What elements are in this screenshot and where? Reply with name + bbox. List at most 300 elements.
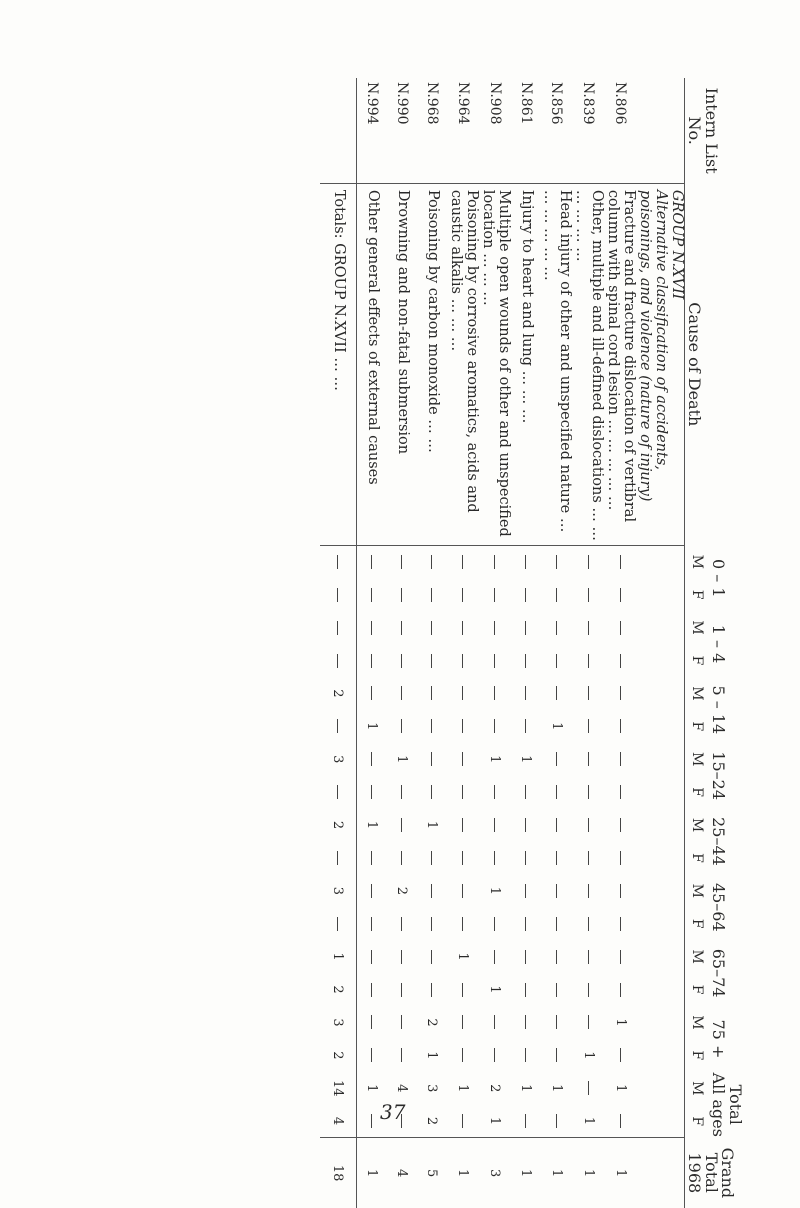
- empty-cell-dash: [479, 776, 511, 809]
- dash-mark: [620, 1114, 621, 1128]
- empty-cell-dash: [572, 973, 604, 1006]
- dash-mark: [525, 785, 526, 799]
- dash-mark: [556, 588, 557, 602]
- value-cell: 1: [364, 820, 380, 830]
- empty-cell-dash: [447, 611, 479, 644]
- dash-mark: [525, 555, 526, 569]
- empty-cell-dash: [541, 743, 573, 776]
- empty-cell-dash: [604, 611, 636, 644]
- totals-label: Totals: GROUP N.XVII … …: [320, 183, 357, 545]
- dash-mark: [462, 1015, 463, 1029]
- dash-mark: [401, 555, 402, 569]
- empty-cell-dash: [541, 578, 573, 611]
- empty-cell-dash: [479, 710, 511, 743]
- empty-cell-dash: [356, 841, 387, 874]
- dash-mark: [337, 851, 338, 865]
- empty-cell-dash: [511, 1039, 541, 1072]
- cause-of-death: Injury to heart and lung … … …: [511, 183, 541, 545]
- empty-cell-dash: [479, 545, 511, 578]
- empty-cell-dash: [387, 710, 417, 743]
- empty-cell-dash: [541, 677, 573, 710]
- empty-cell-dash: [387, 1006, 417, 1039]
- empty-cell-dash: [417, 611, 447, 644]
- dash-mark: [371, 752, 372, 766]
- group-row: [636, 78, 684, 1208]
- empty-cell-dash: [604, 809, 636, 842]
- empty-cell-dash: [356, 1006, 387, 1039]
- empty-cell-dash: [479, 1006, 511, 1039]
- dash-mark: [401, 719, 402, 733]
- dash-mark: [525, 884, 526, 898]
- rotated-table-page: [115, 78, 755, 1208]
- female-header: F: [685, 776, 710, 809]
- value-cell: 1: [572, 1138, 604, 1208]
- table-row: [541, 78, 573, 1208]
- empty-cell-dash: [356, 677, 387, 710]
- empty-cell-dash: [447, 874, 479, 907]
- dash-mark: [620, 950, 621, 964]
- dash-mark: [556, 654, 557, 668]
- dash-mark: [494, 555, 495, 569]
- empty-cell-dash: [447, 973, 479, 1006]
- empty-cell-dash: [387, 1039, 417, 1072]
- empty-cell-dash: [447, 1006, 479, 1039]
- value-cell: 1: [518, 755, 534, 764]
- dash-mark: [620, 588, 621, 602]
- empty-cell-dash: [417, 907, 447, 940]
- empty-cell-dash: [447, 809, 479, 842]
- empty-cell-dash: [417, 973, 447, 1006]
- dash-mark: [556, 851, 557, 865]
- dash-mark: [588, 621, 589, 635]
- dash-mark: [431, 785, 432, 799]
- value-cell: 1: [541, 1138, 573, 1208]
- cause-of-death: Poisoning by corrosive aromatics, acids and caustic alkalis … … …: [447, 183, 479, 545]
- dash-mark: [401, 1015, 402, 1029]
- dash-mark: [620, 917, 621, 931]
- dash-mark: [620, 1048, 621, 1062]
- list-number: N.856: [541, 78, 573, 183]
- empty-cell-dash: [604, 545, 636, 578]
- dash-mark: [588, 818, 589, 832]
- dash-mark: [431, 654, 432, 668]
- empty-cell-dash: [572, 578, 604, 611]
- age-group-header: 25–44: [708, 817, 728, 866]
- dash-mark: [462, 1048, 463, 1062]
- dash-mark: [337, 785, 338, 799]
- value-cell: 1: [487, 755, 503, 764]
- empty-cell-dash: [320, 545, 357, 578]
- empty-cell-dash: [604, 644, 636, 677]
- table-row: [447, 78, 479, 1208]
- value-cell: 1: [580, 1116, 596, 1126]
- female-header: F: [685, 1039, 710, 1072]
- value-cell: 1: [455, 1084, 471, 1093]
- empty-cell-dash: [387, 611, 417, 644]
- dash-mark: [620, 818, 621, 832]
- empty-cell-dash: [447, 1105, 479, 1138]
- value-cell: 1: [487, 985, 503, 994]
- empty-cell-dash: [417, 545, 447, 578]
- empty-cell-dash: [417, 743, 447, 776]
- empty-cell-dash: [572, 743, 604, 776]
- cause-of-death: Other general effects of external causes: [356, 183, 387, 545]
- dash-mark: [494, 621, 495, 635]
- empty-cell-dash: [320, 710, 357, 743]
- value-cell: 2: [320, 973, 357, 1006]
- empty-cell-dash: [541, 611, 573, 644]
- age-group-header: 75 +: [708, 1019, 728, 1059]
- empty-cell-dash: [320, 644, 357, 677]
- empty-cell-dash: [320, 841, 357, 874]
- value-cell: 1: [455, 952, 471, 961]
- empty-cell-dash: [511, 710, 541, 743]
- dash-mark: [337, 917, 338, 931]
- dash-mark: [525, 818, 526, 832]
- dash-mark: [371, 1048, 372, 1062]
- dash-mark: [525, 621, 526, 635]
- empty-cell-dash: [604, 710, 636, 743]
- empty-cell-dash: [572, 545, 604, 578]
- dash-mark: [588, 719, 589, 733]
- dash-mark: [494, 654, 495, 668]
- empty-cell-dash: [356, 644, 387, 677]
- empty-cell-dash: [447, 644, 479, 677]
- dash-mark: [401, 950, 402, 964]
- list-number: N.806: [604, 78, 636, 183]
- list-number-header: Intern List No.: [685, 78, 756, 183]
- group-subtitle: Alternative classification of accidents, poisonings, and violence (nature of injury): [637, 189, 670, 502]
- empty-cell-dash: [387, 545, 417, 578]
- dash-mark: [371, 884, 372, 898]
- empty-cell-dash: [541, 1006, 573, 1039]
- dash-mark: [525, 719, 526, 733]
- empty-cell-dash: [572, 644, 604, 677]
- value-cell: 4: [387, 1138, 417, 1208]
- value-cell: 1: [447, 1138, 479, 1208]
- value-cell: 4: [320, 1105, 357, 1138]
- empty-cell-dash: [541, 1039, 573, 1072]
- dash-mark: [494, 950, 495, 964]
- dash-mark: [556, 1015, 557, 1029]
- dash-mark: [337, 719, 338, 733]
- empty-cell-dash: [479, 1039, 511, 1072]
- empty-cell-dash: [572, 677, 604, 710]
- dash-mark: [620, 983, 621, 997]
- value-cell: 2: [424, 1116, 440, 1126]
- dash-mark: [371, 686, 372, 700]
- empty-cell-dash: [479, 644, 511, 677]
- empty-cell-dash: [320, 907, 357, 940]
- male-header: M: [685, 611, 710, 644]
- value-cell: 3: [479, 1138, 511, 1208]
- empty-cell-dash: [356, 743, 387, 776]
- dash-mark: [337, 621, 338, 635]
- dash-mark: [588, 1081, 589, 1095]
- dash-mark: [401, 588, 402, 602]
- list-number: N.994: [356, 78, 387, 183]
- dash-mark: [556, 950, 557, 964]
- age-group-header: 15–24: [708, 751, 728, 801]
- empty-cell-dash: [511, 907, 541, 940]
- empty-cell-dash: [511, 973, 541, 1006]
- dash-mark: [371, 785, 372, 799]
- empty-cell-dash: [479, 841, 511, 874]
- empty-cell-dash: [604, 940, 636, 973]
- dash-mark: [462, 654, 463, 668]
- dash-mark: [462, 818, 463, 832]
- dash-mark: [525, 588, 526, 602]
- table-row: [479, 78, 511, 1208]
- dash-mark: [401, 983, 402, 997]
- dash-mark: [588, 851, 589, 865]
- list-number: N.990: [387, 78, 417, 183]
- dash-mark: [371, 1114, 372, 1128]
- empty-cell-dash: [511, 776, 541, 809]
- value-cell: 2: [320, 809, 357, 842]
- value-cell: 1: [518, 1084, 534, 1093]
- dash-mark: [525, 950, 526, 964]
- empty-cell-dash: [572, 611, 604, 644]
- dash-mark: [371, 654, 372, 668]
- value-cell: 2: [394, 886, 410, 895]
- male-header: M: [685, 1072, 710, 1105]
- cause-of-death: Fracture and fracture dislocation of vertibral column with spinal cord lesion … … … … …: [604, 183, 636, 545]
- dash-mark: [462, 785, 463, 799]
- empty-cell-dash: [387, 841, 417, 874]
- dash-mark: [556, 884, 557, 898]
- empty-cell-dash: [320, 611, 357, 644]
- totals-row: [320, 78, 357, 1208]
- dash-mark: [588, 555, 589, 569]
- value-cell: 1: [549, 1084, 564, 1093]
- empty-cell-dash: [447, 578, 479, 611]
- dash-mark: [588, 950, 589, 964]
- dash-mark: [525, 917, 526, 931]
- group-title: [636, 183, 684, 545]
- age-group-header: 65–74: [708, 948, 728, 998]
- value-cell: 3: [320, 874, 357, 907]
- dash-mark: [431, 621, 432, 635]
- page-number: 37: [380, 1100, 406, 1124]
- female-header: F: [685, 841, 710, 874]
- empty-cell-dash: [572, 940, 604, 973]
- empty-cell-dash: [479, 940, 511, 973]
- dash-mark: [588, 884, 589, 898]
- empty-cell-dash: [541, 940, 573, 973]
- total-all-ages-header: Total All ages: [708, 1072, 745, 1137]
- empty-cell-dash: [604, 1105, 636, 1138]
- male-header: M: [685, 677, 710, 710]
- empty-cell-dash: [417, 578, 447, 611]
- dash-mark: [620, 621, 621, 635]
- empty-cell-dash: [387, 973, 417, 1006]
- dash-mark: [337, 555, 338, 569]
- dash-mark: [462, 686, 463, 700]
- dash-mark: [525, 983, 526, 997]
- empty-cell-dash: [511, 644, 541, 677]
- dash-mark: [556, 917, 557, 931]
- dash-mark: [401, 851, 402, 865]
- dash-mark: [620, 686, 621, 700]
- value-cell: 1: [364, 1084, 380, 1093]
- cause-of-death: Other, multiple and ill-defined dislocations … … … … … …: [572, 183, 604, 545]
- dash-mark: [462, 621, 463, 635]
- empty-cell-dash: [417, 841, 447, 874]
- empty-cell-dash: [541, 809, 573, 842]
- empty-cell-dash: [356, 973, 387, 1006]
- dash-mark: [556, 621, 557, 635]
- empty-cell-dash: [572, 710, 604, 743]
- empty-cell-dash: [511, 841, 541, 874]
- dash-mark: [556, 818, 557, 832]
- list-number: N.964: [447, 78, 479, 183]
- value-cell: 1: [612, 1018, 628, 1027]
- dash-mark: [620, 752, 621, 766]
- female-header: F: [685, 973, 710, 1006]
- empty-cell-dash: [479, 578, 511, 611]
- value-cell: 1: [487, 886, 503, 895]
- female-header: F: [685, 644, 710, 677]
- dash-mark: [556, 785, 557, 799]
- value-cell: 2: [424, 1018, 440, 1027]
- dash-mark: [371, 588, 372, 602]
- empty-cell-dash: [447, 776, 479, 809]
- value-cell: 1: [424, 820, 440, 830]
- empty-cell-dash: [572, 1072, 604, 1105]
- group-title-text: GROUP N.XVII: [669, 189, 685, 300]
- value-cell: 1: [549, 722, 564, 731]
- female-header: F: [685, 710, 710, 743]
- empty-cell-dash: [479, 809, 511, 842]
- dash-mark: [556, 686, 557, 700]
- empty-cell-dash: [417, 776, 447, 809]
- empty-cell-dash: [511, 940, 541, 973]
- dash-mark: [431, 588, 432, 602]
- age-group-header: 45–64: [708, 882, 728, 932]
- dash-mark: [462, 719, 463, 733]
- empty-cell-dash: [447, 710, 479, 743]
- dash-mark: [431, 884, 432, 898]
- value-cell: 1: [394, 755, 410, 764]
- dash-mark: [371, 950, 372, 964]
- dash-mark: [556, 555, 557, 569]
- dash-mark: [556, 1114, 557, 1128]
- empty-cell-dash: [387, 809, 417, 842]
- male-header: M: [685, 545, 710, 578]
- dash-mark: [556, 752, 557, 766]
- empty-cell-dash: [541, 907, 573, 940]
- empty-cell-dash: [541, 1105, 573, 1138]
- empty-cell-dash: [356, 907, 387, 940]
- empty-cell-dash: [511, 1006, 541, 1039]
- dash-mark: [588, 785, 589, 799]
- empty-cell-dash: [604, 907, 636, 940]
- dash-mark: [556, 983, 557, 997]
- dash-mark: [431, 555, 432, 569]
- value-cell: 2: [487, 1084, 503, 1093]
- list-number: N.908: [479, 78, 511, 183]
- dash-mark: [462, 1114, 463, 1128]
- value-cell: 1: [364, 722, 380, 731]
- empty-cell-dash: [541, 644, 573, 677]
- age-group-header: 0 – 1: [708, 558, 728, 598]
- empty-cell-dash: [541, 973, 573, 1006]
- empty-cell-dash: [479, 677, 511, 710]
- dash-mark: [588, 686, 589, 700]
- empty-cell-dash: [541, 776, 573, 809]
- empty-cell-dash: [417, 677, 447, 710]
- value-cell: 3: [424, 1084, 440, 1093]
- value-cell: 1: [612, 1084, 628, 1093]
- empty-cell-dash: [511, 874, 541, 907]
- empty-cell-dash: [320, 578, 357, 611]
- empty-cell-dash: [604, 1039, 636, 1072]
- empty-cell-dash: [604, 578, 636, 611]
- dash-mark: [588, 917, 589, 931]
- female-header: F: [685, 1105, 710, 1138]
- table-row: [356, 78, 387, 1208]
- dash-mark: [494, 785, 495, 799]
- dash-mark: [620, 719, 621, 733]
- dash-mark: [401, 621, 402, 635]
- dash-mark: [525, 686, 526, 700]
- value-cell: 1: [511, 1138, 541, 1208]
- dash-mark: [431, 851, 432, 865]
- empty-cell-dash: [387, 776, 417, 809]
- empty-cell-dash: [572, 776, 604, 809]
- empty-cell-dash: [356, 940, 387, 973]
- dash-mark: [494, 588, 495, 602]
- dash-mark: [371, 621, 372, 635]
- dash-mark: [401, 917, 402, 931]
- value-cell: 1: [604, 1138, 636, 1208]
- empty-cell-dash: [387, 940, 417, 973]
- value-cell: 2: [320, 677, 357, 710]
- dash-mark: [494, 917, 495, 931]
- dash-mark: [588, 752, 589, 766]
- dash-mark: [525, 1114, 526, 1128]
- grand-total-header: Grand Total 1968: [685, 1138, 756, 1208]
- empty-cell-dash: [604, 743, 636, 776]
- dash-mark: [337, 588, 338, 602]
- male-header: M: [685, 874, 710, 907]
- empty-cell-dash: [447, 1039, 479, 1072]
- empty-cell-dash: [511, 578, 541, 611]
- empty-cell-dash: [572, 841, 604, 874]
- dash-mark: [525, 654, 526, 668]
- dash-mark: [620, 785, 621, 799]
- dash-mark: [494, 1048, 495, 1062]
- dash-mark: [620, 851, 621, 865]
- cause-of-death: Poisoning by carbon monoxide … …: [417, 183, 447, 545]
- cause-of-death-header: Cause of Death: [685, 183, 756, 545]
- female-header: F: [685, 578, 710, 611]
- empty-cell-dash: [511, 809, 541, 842]
- dash-mark: [337, 654, 338, 668]
- empty-cell-dash: [572, 907, 604, 940]
- dash-mark: [620, 555, 621, 569]
- value-cell: 2: [320, 1039, 357, 1072]
- dash-mark: [371, 851, 372, 865]
- dash-mark: [588, 588, 589, 602]
- empty-cell-dash: [572, 874, 604, 907]
- empty-cell-dash: [356, 611, 387, 644]
- dash-mark: [371, 1015, 372, 1029]
- list-number: N.839: [572, 78, 604, 183]
- empty-cell-dash: [479, 611, 511, 644]
- cause-of-death: Multiple open wounds of other and unspecified location … … …: [479, 183, 511, 545]
